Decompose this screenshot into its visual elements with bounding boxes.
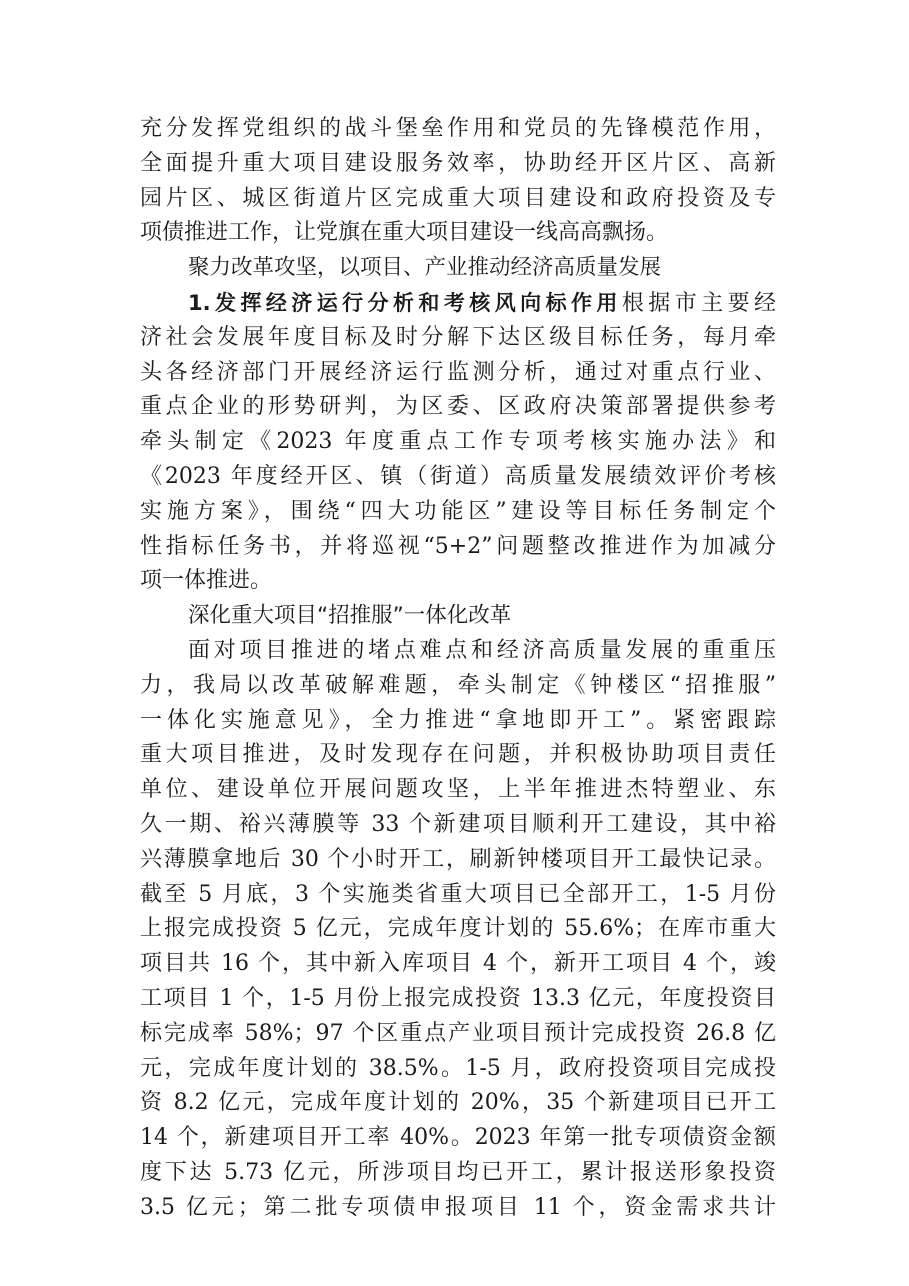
section2-paragraph <box>140 634 776 1226</box>
text-line: 头各经济部门开展经济运行监测分析，通过对重点行业、 <box>140 359 776 385</box>
text-line: 一体化实施意见》，全力推进“拿地即开工”。紧密跟踪 <box>140 707 776 733</box>
text-line: 单位、建设单位开展问题攻坚，上半年推进杰特塑业、东 <box>140 777 776 803</box>
text-line: 14 个，新建项目开工率 40%。2023 年第一批专项债资金额 <box>140 1125 776 1151</box>
text-line: 重点企业的形势研判，为区委、区政府决策部署提供参考 <box>140 394 776 420</box>
intro-paragraph <box>140 112 776 251</box>
text-line: 项一体推进。 <box>140 568 273 594</box>
text-line: 《2023 年度经开区、镇（街道）高质量发展绩效评价考核 <box>140 463 776 489</box>
text-line: 项目共 16 个，其中新入库项目 4 个，新开工项目 4 个，竣 <box>140 951 776 977</box>
text-line: 度下达 5.73 亿元，所涉项目均已开工，累计报送形象投资 <box>140 1159 776 1185</box>
text-line <box>140 286 776 321</box>
text-line: 工项目 1 个，1-5 月份上报完成投资 13.3 亿元，年度投资目 <box>140 985 776 1011</box>
text-line: 重大项目推进，及时发现存在问题，并积极协助项目责任 <box>140 742 776 768</box>
text-line: 性指标任务书，并将巡视“5+2”问题整改推进作为加减分 <box>140 533 776 559</box>
text-line: 标完成率 58%；97 个区重点产业项目预计完成投资 26.8 亿 <box>140 1020 776 1046</box>
text-line: 全面提升重大项目建设服务效率，协助经开区片区、高新 <box>140 150 776 176</box>
text-line: 久一期、裕兴薄膜等 33 个新建项目顺利开工建设，其中裕 <box>140 811 776 837</box>
text-line: 元，完成年度计划的 38.5%。1-5 月，政府投资项目完成投 <box>140 1055 776 1081</box>
text-line: 充分发挥党组织的战斗堡垒作用和党员的先锋模范作用， <box>140 116 776 141</box>
text-line: 项债推进工作，让党旗在重大项目建设一线高高飘扬。 <box>140 220 669 246</box>
text-line: 力，我局以改革破解难题，牵头制定《钟楼区“招推服” <box>140 672 776 698</box>
text-line: 实施方案》，围绕“四大功能区”建设等目标任务制定个 <box>140 498 776 524</box>
document-page <box>140 112 776 1226</box>
lead-continuation: 根据市主要经 <box>621 290 776 316</box>
section1-paragraph <box>140 286 776 599</box>
text-line: 3.5 亿元；第二批专项债申报项目 11 个，资金需求共计 <box>140 1194 776 1220</box>
text-line: 牵头制定《2023 年度重点工作专项考核实施办法》和 <box>140 429 776 455</box>
text-line: 上报完成投资 5 亿元，完成年度计划的 55.6%；在库市重大 <box>140 916 776 942</box>
text-line: 济社会发展年度目标及时分解下达区级目标任务，每月牵 <box>140 324 776 350</box>
section-heading: 深化重大项目“招推服”一体化改革 <box>188 603 512 629</box>
text-line: 园片区、城区街道片区完成重大项目建设和政府投资及专 <box>140 185 776 211</box>
text-line: 兴薄膜拿地后 30 个小时开工，刷新钟楼项目开工最快记录。 <box>140 846 776 872</box>
text-line: 截至 5 月底，3 个实施类省重大项目已全部开工，1-5 月份 <box>140 881 776 907</box>
paragraph-lead: 1.发挥经济运行分析和考核风向标作用 <box>188 290 622 315</box>
text-line: 面对项目推进的堵点难点和经济高质量发展的重重压 <box>188 637 776 663</box>
text-line: 资 8.2 亿元，完成年度计划的 20%，35 个新建项目已开工 <box>140 1090 776 1116</box>
section-heading: 聚力改革攻坚，以项目、产业推动经济高质量发展 <box>188 255 662 281</box>
